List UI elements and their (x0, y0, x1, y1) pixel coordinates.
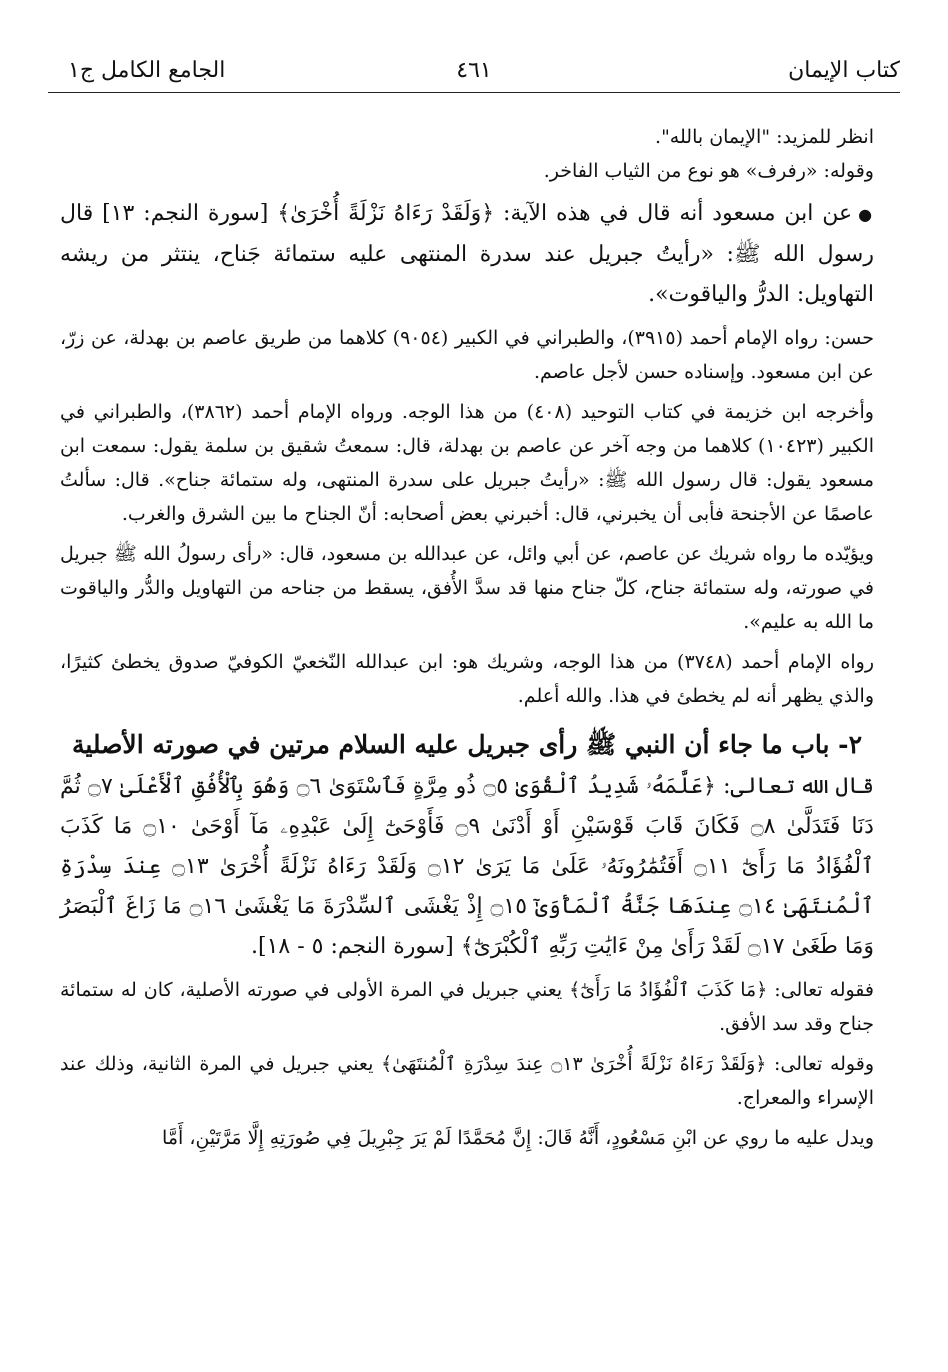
commentary-paragraph: وقوله تعالى: ﴿وَلَقَدْ رَءَاهُ نَزْلَةً أُخْرَىٰ ۝١٣ عِندَ سِدْرَةِ ٱلْمُنتَهَىٰ﴾ يعني جبريل في المرة الثانية، وذلك عند الإسراء والمعراج. (60, 1053, 874, 1109)
note-paragraph: انظر للمزيد: "الإيمان بالله". (655, 126, 874, 148)
bullet-marker: ● (858, 205, 874, 224)
hadith-paragraph: ●عن ابن مسعود أنه قال في هذه الآية: ﴿وَلَقَدْ رَءَاهُ نَزْلَةً أُخْرَىٰ﴾ [سورة النجم: ١٣] قال رسول الله ﷺ: «رأيتُ جبريل عند سدرة المنتهى عليه ستمائة جَناح، ينتثر من ريشه التهاويل: الدرُّ والياقوت». (60, 201, 874, 307)
chapter-heading: ٢- باب ما جاء أن النبي ﷺ رأى جبريل عليه السلام مرتين في صورته الأصلية (71, 730, 862, 759)
note-paragraph: وقوله: «رفرف» هو نوع من الثياب الفاخر. (543, 160, 874, 182)
header-section-title: كتاب الإيمان (788, 58, 900, 83)
commentary-paragraph: ويدل عليه ما روي عن ابْنِ مَسْعُودٍ، أَنَّهُ قَالَ: إِنَّ مُحَمَّدًا لَمْ يَرَ جِبْرِيلَ فِي صُورَتِهِ إِلَّا مَرَّتَيْنِ، أَمَّا (162, 1127, 874, 1149)
header-book-title: الجامع الكامل ج١ (68, 58, 226, 83)
quran-verses-paragraph: قال الله تعالى: ﴿عَلَّمَهُۥ شَدِيدُ ٱلْقُوَىٰ ۝٥ ذُو مِرَّةٍ فَٱسْتَوَىٰ ۝٦ وَهُوَ بِٱلْأُفُقِ ٱلْأَعْلَىٰ ۝٧ ثُمَّ دَنَا فَتَدَلَّىٰ ۝٨ فَكَانَ قَابَ قَوْسَيْنِ أَوْ أَدْنَىٰ ۝٩ فَأَوْحَىٰٓ إِلَىٰ عَبْدِهِۦ مَآ أَوْحَىٰ ۝١٠ مَا كَذَبَ ٱلْفُؤَادُ مَا رَأَىٰٓ ۝١١ أَفَتُمَٰرُونَهُۥ عَلَىٰ مَا يَرَىٰ ۝١٢ وَلَقَدْ رَءَاهُ نَزْلَةً أُخْرَىٰ ۝١٣ عِندَ سِدْرَةِ ٱلْمُنتَهَىٰ ۝١٤ عِندَهَا جَنَّةُ ٱلْمَأْوَىٰٓ ۝١٥ إِذْ يَغْشَى ٱلسِّدْرَةَ مَا يَغْشَىٰ ۝١٦ مَا زَاغَ ٱلْبَصَرُ وَمَا طَغَىٰ ۝١٧ لَقَدْ رَأَىٰ مِنْ ءَايَٰتِ رَبِّهِ ٱلْكُبْرَىٰٓ﴾ [سورة النجم: ٥ - ١٨]. (60, 774, 874, 959)
takhrij-paragraph: رواه الإمام أحمد (٣٧٤٨) من هذا الوجه، وشريك هو: ابن عبدالله النّخعيّ الكوفيّ صدوق يخطئ كثيرًا، والذي يظهر أنه لم يخطئ في هذا. والله أعلم. (60, 651, 875, 707)
page-header (48, 52, 900, 93)
takhrij-paragraph: حسن: رواه الإمام أحمد (٣٩١٥)، والطبراني في الكبير (٩٠٥٤) كلاهما من طريق عاصم بن بهدلة، عن زرّ، عن ابن مسعود. وإسناده حسن لأجل عاصم. (60, 327, 874, 383)
page-number: ٤٦١ (456, 58, 492, 83)
takhrij-paragraph: ويؤيّده ما رواه شريك عن عاصم، عن أبي وائل، عن عبدالله بن مسعود، قال: «رأى رسولُ الله ﷺ جبريل في صورته، وله ستمائة جناح، كلّ جناح منها قد سدَّ الأُفق، يسقط من جناحه من التهاويل والدُّر والياقوت ما الله به عليم». (60, 543, 874, 633)
commentary-paragraph: فقوله تعالى: ﴿مَا كَذَبَ ٱلْفُؤَادُ مَا رَأَىٰٓ﴾ يعني جبريل في المرة الأولى في صورته الأصلية، كان له ستمائة جناح وقد سد الأفق. (60, 979, 874, 1035)
page-body (60, 120, 874, 1155)
takhrij-paragraph: وأخرجه ابن خزيمة في كتاب التوحيد (٤٠٨) من هذا الوجه. ورواه الإمام أحمد (٣٨٦٢)، والطبراني في الكبير (١٠٤٢٣) كلاهما من وجه آخر عن عاصم بن بهدلة، قال: سمعتُ شقيق بن سلمة يقول: سمعت ابن مسعود يقول: قال رسول الله ﷺ: «رأيتُ جبريل على سدرة المنتهى، وله ستمائة جناح». قال: سألتُ عاصمًا عن الأجنحة فأبى أن يخبرني، قال: أخبرني بعض أصحابه: أنّ الجناح ما بين الشرق والغرب. (60, 401, 874, 525)
